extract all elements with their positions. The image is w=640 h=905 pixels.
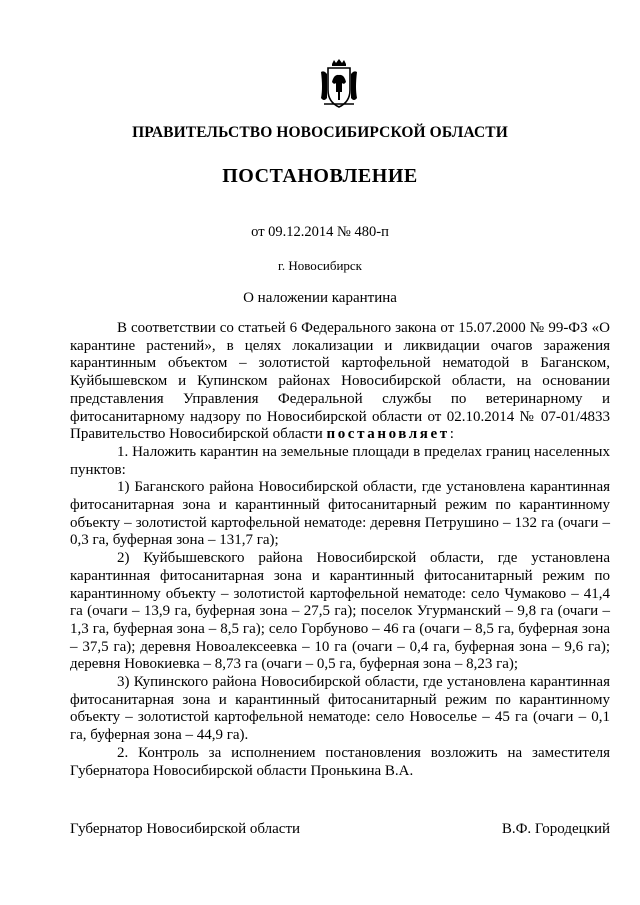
item-1-1: 1) Баганского района Новосибирской области, где установлена карантинная фитосанитарная зона и карантинный фитосанитарный режим по карантинному объекту – золотистой картофельной нематоде: деревня Петрушино – 132 га (очаги – 0,3 га, буферная зона – 131,7 га);: [70, 479, 610, 549]
coat-of-arms-icon: [318, 58, 360, 110]
item-1: 1. Наложить карантин на земельные площади в пределах границ населенных пунктов:: [70, 443, 610, 478]
item-1-2: 2) Куйбышевского района Новосибирской области, где установлена карантинная фитосанитарная зона и карантинный фитосанитарный режим по карантинному объекту – золотистой картофельной нематоде: село Чумаково – 41,4 га (очаги – 13,9 га, буферная зона – 27,5 га); поселок Угурманский – 9,8 га (очаги – 1,3 га, буферная зона – 8,5 га); село Горбуново – 46 га (очаги – 8,5 га, буферная зона – 37,5 га); деревня Новоалексеевка – 10 га (очаги – 0,4 га, буферная зона – 9,6 га); деревня Новокиевка – 8,73 га (очаги – 0,5 га, буферная зона – 8,23 га);: [70, 550, 610, 673]
resolves-word: постановляет: [326, 426, 450, 443]
document-date-number: от 09.12.2014 № 480-п: [251, 224, 389, 240]
document-body: [70, 320, 610, 780]
document-subject: О наложении карантина: [243, 290, 397, 306]
signatory-name: В.Ф. Городецкий: [501, 821, 610, 837]
preamble-paragraph: [70, 320, 610, 444]
item-2: 2. Контроль за исполнением постановления возложить на заместителя Губернатора Новосибирской области Пронькина В.А.: [70, 744, 610, 779]
document-city: г. Новосибирск: [277, 258, 362, 273]
organization-name: ПРАВИТЕЛЬСТВО НОВОСИБИРСКОЙ ОБЛАСТИ: [132, 124, 508, 141]
document-type: ПОСТАНОВЛЕНИЕ: [222, 165, 418, 187]
signatory-position: Губернатор Новосибирской области: [70, 821, 301, 837]
item-1-3: 3) Купинского района Новосибирской области, где установлена карантинная фитосанитарная зона и карантинный фитосанитарный режим по карантинному объекту – золотистой картофельной нематоде: село Новоселье – 45 га (очаги – 0,1 га, буферная зона – 44,9 га).: [70, 674, 610, 744]
preamble-text: В соответствии со статьей 6 Федерального закона от 15.07.2000 № 99-ФЗ «О карантине растений», в целях локализации и ликвидации очагов заражения карантинным объектом – золотистой картофельной нематодой в Баганском, Куйбышевском и Купинском районах Новосибирской области, на основании представления Управления Федеральной службы по ветеринарному и фитосанитарному надзору по Новосибирской области от 02.10.2014 № 07-01/4833 Правительство Новосибирской области: [70, 320, 610, 443]
resolves-colon: :: [449, 426, 454, 443]
